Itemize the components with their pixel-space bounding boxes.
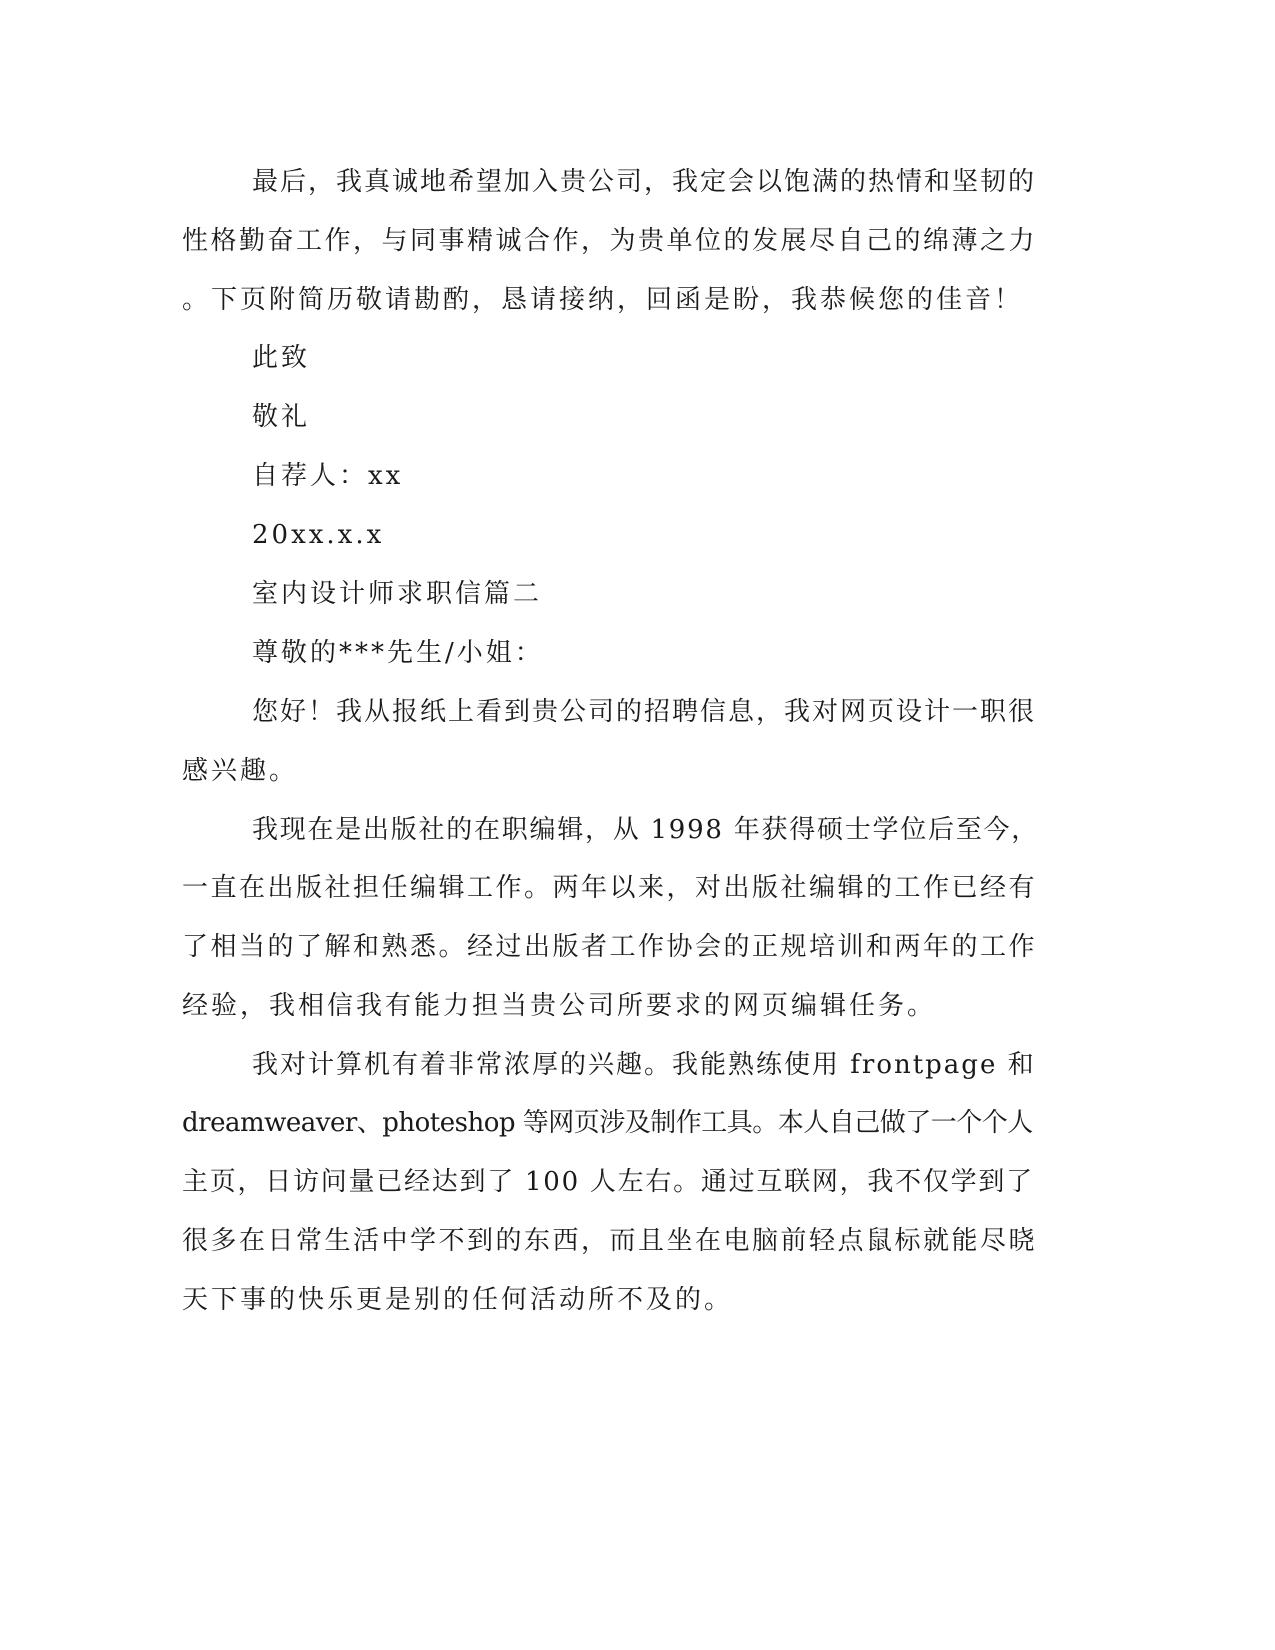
- signature-name: 自荐人：xx: [252, 461, 404, 491]
- paragraph-experience-line-1: 我现在是出版社的在职编辑，从 1998 年获得硕士学位后至今，: [252, 815, 1039, 845]
- paragraph-intro-line-2: 感兴趣。: [182, 756, 299, 786]
- paragraph-closing-line-1: 最后，我真诚地希望加入贵公司，我定会以饱满的热情和坚韧的: [252, 167, 1037, 197]
- paragraph-skills-line-3: 主页，日访问量已经达到了 100 人左右。通过互联网，我不仅学到了: [182, 1167, 1034, 1197]
- paragraph-skills-line-4: 很多在日常生活中学不到的东西，而且坐在电脑前轻点鼠标就能尽晓: [182, 1226, 1038, 1256]
- paragraph-experience-line-4: 经验，我相信我有能力担当贵公司所要求的网页编辑任务。: [182, 991, 937, 1021]
- paragraph-experience-line-3: 了相当的了解和熟悉。经过出版者工作协会的正规培训和两年的工作: [182, 932, 1038, 962]
- paragraph-skills-line-5: 天下事的快乐更是别的任何活动所不及的。: [182, 1285, 734, 1315]
- signature-date: 20xx.x.x: [252, 520, 385, 550]
- section-title: 室内设计师求职信篇二: [252, 579, 543, 609]
- paragraph-experience-line-2: 一直在出版社担任编辑工作。两年以来，对出版社编辑的工作已经有: [182, 873, 1038, 903]
- paragraph-skills-line-1: 我对计算机有着非常浓厚的兴趣。我能熟练使用 frontpage 和: [252, 1050, 1036, 1080]
- paragraph-skills-line-2: dreamweaver、photeshop 等网页涉及制作工具。本人自己做了一个个人: [182, 1108, 1033, 1138]
- greeting: 尊敬的***先生/小姐：: [252, 638, 544, 668]
- salutation-cizhi: 此致: [252, 343, 311, 373]
- paragraph-closing-line-3: 。下页附简历敬请勘酌，恳请接纳，回函是盼，我恭候您的佳音！: [182, 285, 1024, 315]
- salutation-jingli: 敬礼: [252, 402, 311, 432]
- paragraph-closing-line-2: 性格勤奋工作，与同事精诚合作，为贵单位的发展尽自己的绵薄之力: [182, 226, 1038, 256]
- paragraph-intro-line-1: 您好！我从报纸上看到贵公司的招聘信息，我对网页设计一职很: [252, 697, 1037, 727]
